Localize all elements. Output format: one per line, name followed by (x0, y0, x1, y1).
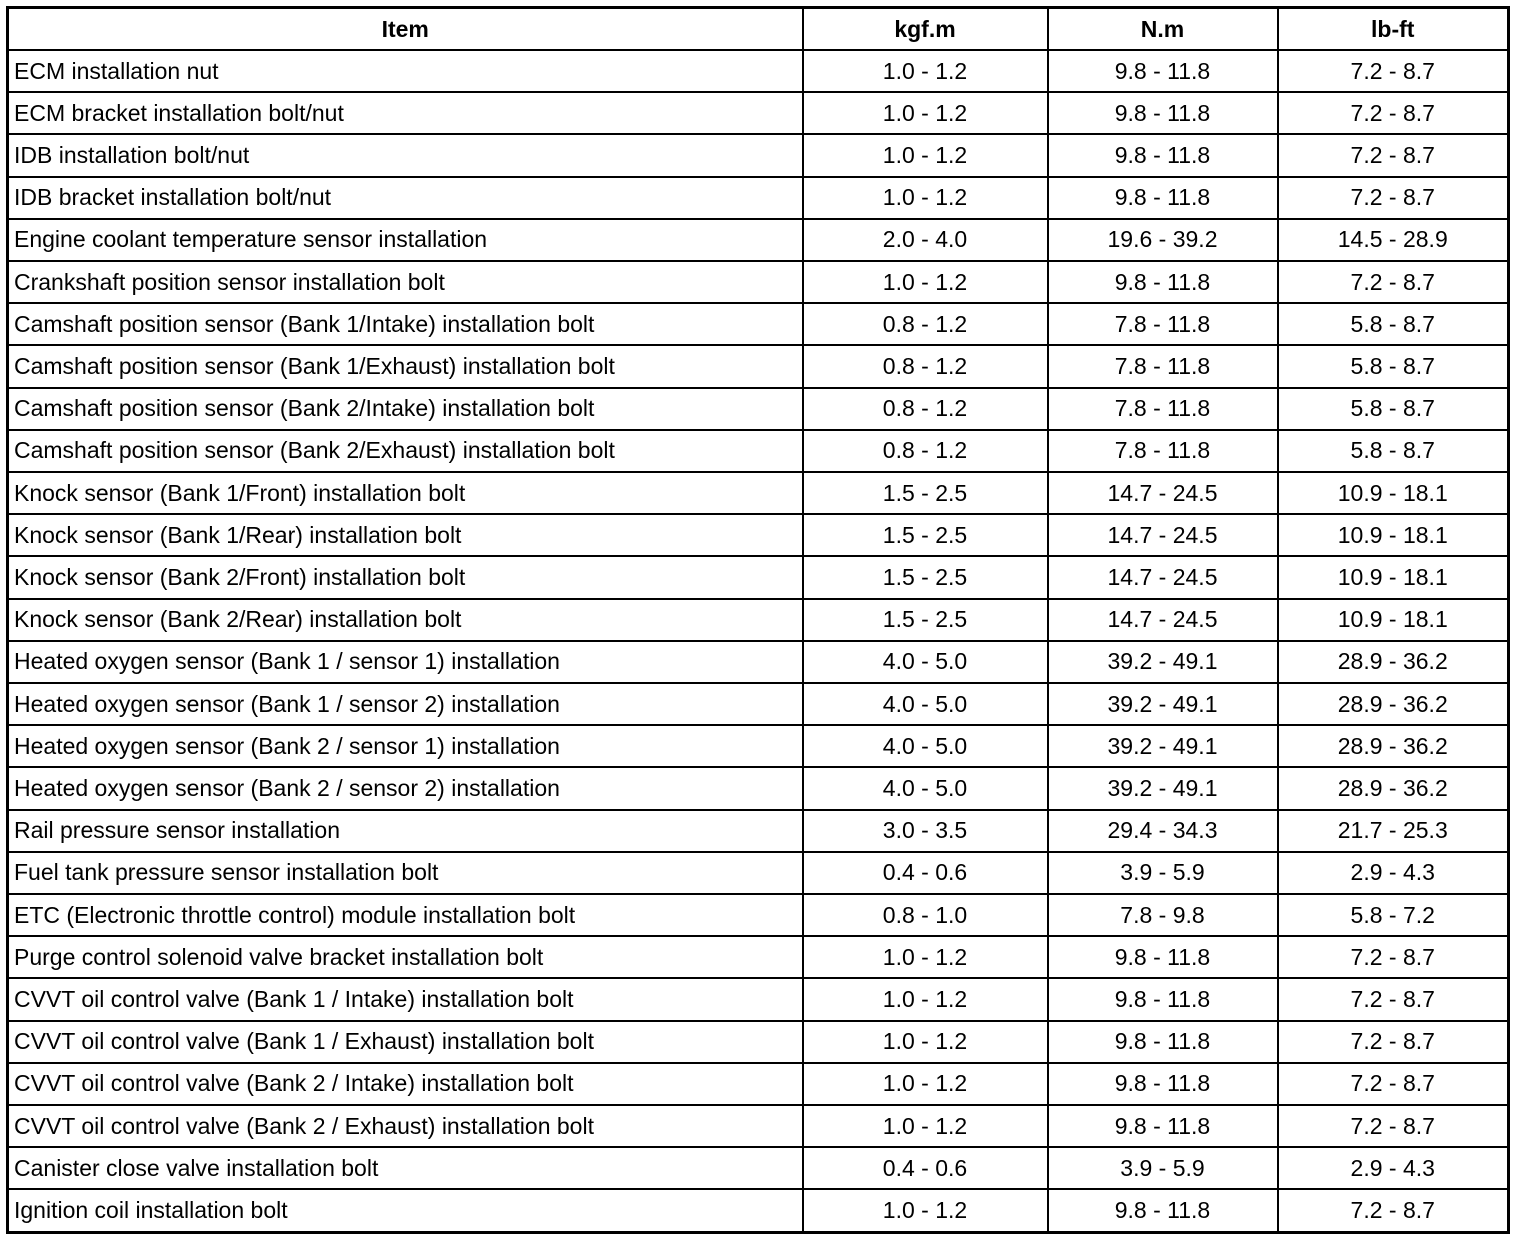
cell-n-m: 39.2 - 49.1 (1048, 683, 1278, 725)
table-row (8, 725, 1509, 767)
table-row (8, 472, 1509, 514)
cell-kgf-m: 3.0 - 3.5 (803, 810, 1048, 852)
cell-item: Heated oxygen sensor (Bank 2 / sensor 1) installation (8, 725, 803, 767)
cell-item: Camshaft position sensor (Bank 2/Intake) installation bolt (8, 388, 803, 430)
cell-kgf-m: 1.0 - 1.2 (803, 1105, 1048, 1147)
header-n-m: N.m (1048, 8, 1278, 51)
cell-n-m: 9.8 - 11.8 (1048, 978, 1278, 1020)
cell-item: Rail pressure sensor installation (8, 810, 803, 852)
cell-item: CVVT oil control valve (Bank 2 / Exhaust) installation bolt (8, 1105, 803, 1147)
cell-lb-ft: 7.2 - 8.7 (1278, 936, 1509, 978)
cell-item: CVVT oil control valve (Bank 1 / Intake) installation bolt (8, 978, 803, 1020)
cell-lb-ft: 21.7 - 25.3 (1278, 810, 1509, 852)
cell-n-m: 9.8 - 11.8 (1048, 261, 1278, 303)
cell-lb-ft: 10.9 - 18.1 (1278, 514, 1509, 556)
cell-item: Camshaft position sensor (Bank 2/Exhaust) installation bolt (8, 430, 803, 472)
cell-lb-ft: 5.8 - 8.7 (1278, 430, 1509, 472)
cell-lb-ft: 7.2 - 8.7 (1278, 1189, 1509, 1232)
cell-kgf-m: 1.0 - 1.2 (803, 1189, 1048, 1232)
cell-kgf-m: 1.0 - 1.2 (803, 936, 1048, 978)
cell-kgf-m: 1.5 - 2.5 (803, 599, 1048, 641)
cell-kgf-m: 0.8 - 1.2 (803, 388, 1048, 430)
cell-item: Engine coolant temperature sensor installation (8, 219, 803, 261)
cell-kgf-m: 1.0 - 1.2 (803, 92, 1048, 134)
cell-lb-ft: 2.9 - 4.3 (1278, 852, 1509, 894)
table-row (8, 1021, 1509, 1063)
cell-item: Heated oxygen sensor (Bank 1 / sensor 2) installation (8, 683, 803, 725)
cell-kgf-m: 1.0 - 1.2 (803, 1021, 1048, 1063)
table-row (8, 177, 1509, 219)
cell-lb-ft: 14.5 - 28.9 (1278, 219, 1509, 261)
cell-kgf-m: 1.0 - 1.2 (803, 261, 1048, 303)
cell-lb-ft: 10.9 - 18.1 (1278, 472, 1509, 514)
cell-n-m: 3.9 - 5.9 (1048, 1147, 1278, 1189)
cell-n-m: 9.8 - 11.8 (1048, 1105, 1278, 1147)
cell-kgf-m: 4.0 - 5.0 (803, 641, 1048, 683)
cell-kgf-m: 4.0 - 5.0 (803, 725, 1048, 767)
cell-n-m: 9.8 - 11.8 (1048, 1063, 1278, 1105)
cell-lb-ft: 28.9 - 36.2 (1278, 641, 1509, 683)
torque-spec-table (6, 6, 1510, 1234)
cell-n-m: 9.8 - 11.8 (1048, 134, 1278, 176)
cell-kgf-m: 0.8 - 1.2 (803, 303, 1048, 345)
cell-kgf-m: 1.5 - 2.5 (803, 556, 1048, 598)
cell-item: Camshaft position sensor (Bank 1/Intake) installation bolt (8, 303, 803, 345)
table-row (8, 514, 1509, 556)
cell-item: ETC (Electronic throttle control) module installation bolt (8, 894, 803, 936)
cell-n-m: 7.8 - 11.8 (1048, 388, 1278, 430)
cell-lb-ft: 7.2 - 8.7 (1278, 50, 1509, 92)
cell-n-m: 9.8 - 11.8 (1048, 50, 1278, 92)
table-row (8, 1189, 1509, 1232)
cell-lb-ft: 7.2 - 8.7 (1278, 1063, 1509, 1105)
cell-n-m: 14.7 - 24.5 (1048, 472, 1278, 514)
cell-n-m: 3.9 - 5.9 (1048, 852, 1278, 894)
cell-n-m: 29.4 - 34.3 (1048, 810, 1278, 852)
table-row (8, 894, 1509, 936)
table-row (8, 641, 1509, 683)
table-row (8, 219, 1509, 261)
cell-lb-ft: 28.9 - 36.2 (1278, 683, 1509, 725)
cell-kgf-m: 0.4 - 0.6 (803, 852, 1048, 894)
table-body (8, 50, 1509, 1233)
table-row (8, 1105, 1509, 1147)
header-lb-ft: lb-ft (1278, 8, 1509, 51)
table-row (8, 978, 1509, 1020)
cell-kgf-m: 1.0 - 1.2 (803, 978, 1048, 1020)
cell-kgf-m: 1.0 - 1.2 (803, 1063, 1048, 1105)
cell-lb-ft: 10.9 - 18.1 (1278, 556, 1509, 598)
cell-item: Camshaft position sensor (Bank 1/Exhaust) installation bolt (8, 345, 803, 387)
cell-n-m: 7.8 - 11.8 (1048, 303, 1278, 345)
table-row (8, 556, 1509, 598)
cell-kgf-m: 4.0 - 5.0 (803, 683, 1048, 725)
cell-kgf-m: 2.0 - 4.0 (803, 219, 1048, 261)
cell-kgf-m: 4.0 - 5.0 (803, 767, 1048, 809)
cell-n-m: 9.8 - 11.8 (1048, 1021, 1278, 1063)
cell-lb-ft: 5.8 - 8.7 (1278, 388, 1509, 430)
cell-kgf-m: 0.8 - 1.0 (803, 894, 1048, 936)
cell-item: CVVT oil control valve (Bank 2 / Intake) installation bolt (8, 1063, 803, 1105)
cell-lb-ft: 7.2 - 8.7 (1278, 177, 1509, 219)
cell-item: CVVT oil control valve (Bank 1 / Exhaust) installation bolt (8, 1021, 803, 1063)
table-row (8, 1063, 1509, 1105)
cell-lb-ft: 7.2 - 8.7 (1278, 1021, 1509, 1063)
cell-kgf-m: 1.5 - 2.5 (803, 514, 1048, 556)
cell-item: ECM bracket installation bolt/nut (8, 92, 803, 134)
cell-lb-ft: 2.9 - 4.3 (1278, 1147, 1509, 1189)
cell-lb-ft: 28.9 - 36.2 (1278, 725, 1509, 767)
cell-item: Knock sensor (Bank 2/Front) installation bolt (8, 556, 803, 598)
cell-n-m: 7.8 - 9.8 (1048, 894, 1278, 936)
cell-lb-ft: 5.8 - 8.7 (1278, 303, 1509, 345)
cell-item: ECM installation nut (8, 50, 803, 92)
cell-n-m: 14.7 - 24.5 (1048, 514, 1278, 556)
cell-lb-ft: 7.2 - 8.7 (1278, 261, 1509, 303)
header-item: Item (8, 8, 803, 51)
table-row (8, 303, 1509, 345)
cell-n-m: 9.8 - 11.8 (1048, 1189, 1278, 1232)
cell-kgf-m: 1.0 - 1.2 (803, 134, 1048, 176)
table-row (8, 261, 1509, 303)
cell-n-m: 39.2 - 49.1 (1048, 767, 1278, 809)
cell-item: Ignition coil installation bolt (8, 1189, 803, 1232)
table-row (8, 1147, 1509, 1189)
cell-n-m: 7.8 - 11.8 (1048, 345, 1278, 387)
cell-n-m: 14.7 - 24.5 (1048, 556, 1278, 598)
cell-lb-ft: 7.2 - 8.7 (1278, 978, 1509, 1020)
cell-kgf-m: 0.4 - 0.6 (803, 1147, 1048, 1189)
cell-lb-ft: 5.8 - 8.7 (1278, 345, 1509, 387)
cell-item: Knock sensor (Bank 2/Rear) installation bolt (8, 599, 803, 641)
cell-item: Canister close valve installation bolt (8, 1147, 803, 1189)
table-row (8, 599, 1509, 641)
cell-item: Crankshaft position sensor installation bolt (8, 261, 803, 303)
cell-n-m: 9.8 - 11.8 (1048, 177, 1278, 219)
cell-kgf-m: 1.5 - 2.5 (803, 472, 1048, 514)
cell-lb-ft: 7.2 - 8.7 (1278, 1105, 1509, 1147)
table-row (8, 345, 1509, 387)
cell-item: IDB bracket installation bolt/nut (8, 177, 803, 219)
header-kgf-m: kgf.m (803, 8, 1048, 51)
cell-lb-ft: 7.2 - 8.7 (1278, 92, 1509, 134)
table-row (8, 430, 1509, 472)
header-row (8, 8, 1509, 51)
cell-n-m: 19.6 - 39.2 (1048, 219, 1278, 261)
cell-lb-ft: 10.9 - 18.1 (1278, 599, 1509, 641)
cell-item: IDB installation bolt/nut (8, 134, 803, 176)
cell-lb-ft: 7.2 - 8.7 (1278, 134, 1509, 176)
cell-item: Knock sensor (Bank 1/Rear) installation bolt (8, 514, 803, 556)
table-row (8, 388, 1509, 430)
cell-n-m: 7.8 - 11.8 (1048, 430, 1278, 472)
cell-item: Purge control solenoid valve bracket installation bolt (8, 936, 803, 978)
table-row (8, 810, 1509, 852)
cell-n-m: 9.8 - 11.8 (1048, 92, 1278, 134)
table-row (8, 50, 1509, 92)
cell-item: Heated oxygen sensor (Bank 1 / sensor 1) installation (8, 641, 803, 683)
table-row (8, 936, 1509, 978)
table-row (8, 683, 1509, 725)
cell-item: Fuel tank pressure sensor installation bolt (8, 852, 803, 894)
table-row (8, 852, 1509, 894)
cell-n-m: 14.7 - 24.5 (1048, 599, 1278, 641)
cell-lb-ft: 28.9 - 36.2 (1278, 767, 1509, 809)
cell-kgf-m: 1.0 - 1.2 (803, 50, 1048, 92)
cell-item: Knock sensor (Bank 1/Front) installation bolt (8, 472, 803, 514)
table-row (8, 134, 1509, 176)
cell-n-m: 39.2 - 49.1 (1048, 725, 1278, 767)
cell-kgf-m: 0.8 - 1.2 (803, 345, 1048, 387)
cell-n-m: 9.8 - 11.8 (1048, 936, 1278, 978)
table-row (8, 767, 1509, 809)
table-row (8, 92, 1509, 134)
cell-kgf-m: 1.0 - 1.2 (803, 177, 1048, 219)
cell-n-m: 39.2 - 49.1 (1048, 641, 1278, 683)
cell-kgf-m: 0.8 - 1.2 (803, 430, 1048, 472)
cell-lb-ft: 5.8 - 7.2 (1278, 894, 1509, 936)
cell-item: Heated oxygen sensor (Bank 2 / sensor 2) installation (8, 767, 803, 809)
